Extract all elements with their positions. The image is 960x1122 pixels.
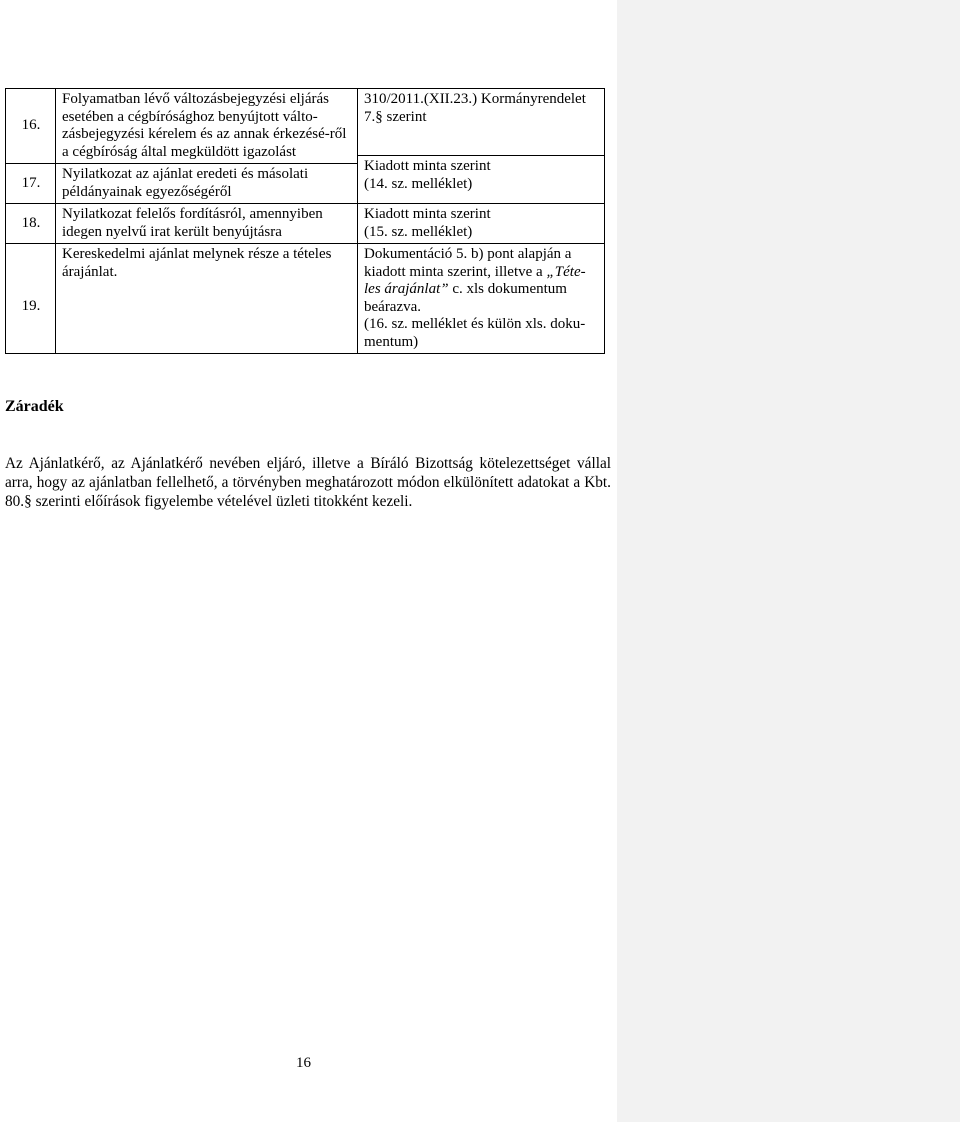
reference-italic-text: „Téte- xyxy=(546,263,586,280)
table-row xyxy=(6,244,605,354)
row-reference xyxy=(358,204,605,244)
row-number: 18. xyxy=(6,204,56,244)
reference-line: Kiadott minta szerint xyxy=(364,158,491,174)
reference-line xyxy=(364,264,599,282)
table-row xyxy=(6,204,605,244)
reference-line: 310/2011.(XII.23.) Kormányrendelet xyxy=(364,91,586,107)
row-reference xyxy=(358,244,605,354)
row-number: 16. xyxy=(6,89,56,164)
section-paragraph: Az Ajánlatkérő, az Ajánlatkérő nevében eljáró, illetve a Bíráló Bizottság kötelezettséget vállal arra, hogy az ajánlatban fellelhető, a törvényben meghatározott módon elkülönített adatokat a Kbt. 80.§ szerinti előírások figyelembe vételével üzleti titokként kezeli. xyxy=(5,455,611,510)
reference-italic-text: les árajánlat” xyxy=(364,281,449,297)
table-row xyxy=(6,89,605,156)
row-description: Nyilatkozat az ajánlat eredeti és másolati példányainak egyezőségéről xyxy=(56,164,358,204)
row-reference xyxy=(358,156,605,204)
page-number: 16 xyxy=(296,1055,311,1071)
row-number: 17. xyxy=(6,164,56,204)
reference-line: 7.§ szerint xyxy=(364,108,427,125)
requirements-table xyxy=(5,88,605,354)
reference-line: (16. sz. melléklet és külön xls. doku- xyxy=(364,316,586,332)
row-description: Nyilatkozat felelős fordításról, amennyiben idegen nyelvű irat került benyújtásra xyxy=(56,204,358,244)
reference-line: Dokumentáció 5. b) pont alapján a xyxy=(364,246,572,262)
reference-line: Kiadott minta szerint xyxy=(364,206,491,222)
section-heading: Záradék xyxy=(5,398,64,415)
reference-line xyxy=(364,281,599,299)
reference-line: beárazva. xyxy=(364,298,422,315)
reference-line: (14. sz. melléklet) xyxy=(364,175,473,192)
reference-line: (15. sz. melléklet) xyxy=(364,223,473,240)
reference-text: kiadott minta szerint, illetve a xyxy=(364,263,543,280)
row-number: 19. xyxy=(6,244,56,354)
row-description: Folyamatban lévő változásbejegyzési eljárás esetében a cégbírósághoz benyújtott válto-zásbejegyzési kérelem és az annak érkezésé-ről a cégbíróság által megküldött igazolást xyxy=(56,89,358,164)
reference-text: c. xls dokumentum xyxy=(452,281,567,297)
reference-line: mentum) xyxy=(364,333,419,350)
row-reference xyxy=(358,89,605,156)
right-side-panel xyxy=(617,0,960,1122)
row-description: Kereskedelmi ajánlat melynek része a tételes árajánlat. xyxy=(56,244,358,354)
